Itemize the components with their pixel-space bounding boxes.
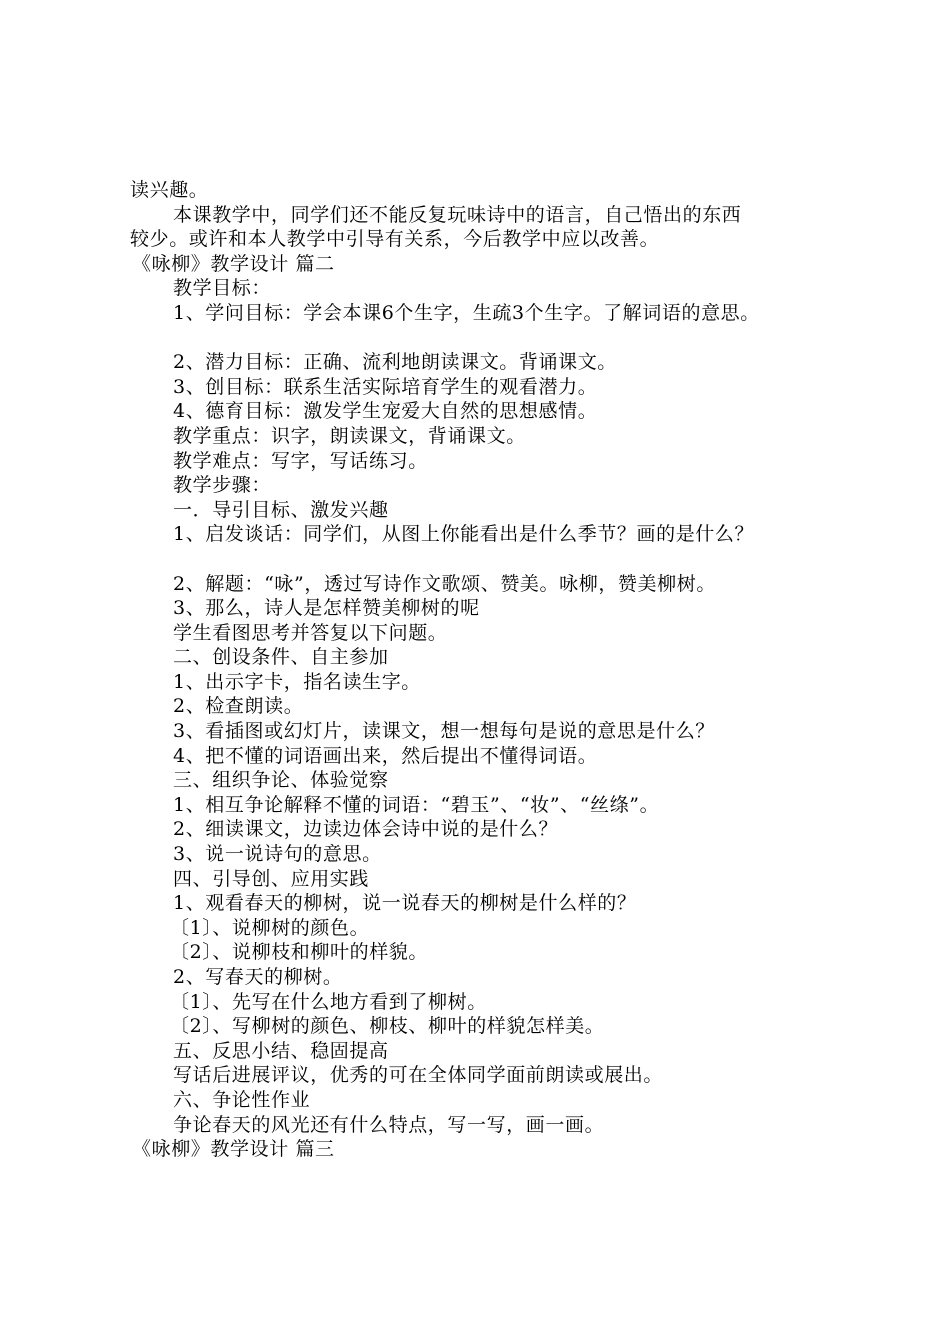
text-line: 1、启发谈话：同学们，从图上你能看出是什么季节？画的是什么？ [173,523,755,546]
text-line: 1、学问目标：学会本课6个生字，生疏3个生字。了解词语的意思。 [173,301,760,324]
text-line: 〔1〕、先写在什么地方看到了柳树。 [170,990,487,1013]
text-line: 3、说一说诗句的意思。 [173,843,382,866]
text-line: 3、那么，诗人是怎样赞美柳树的呢 [173,597,480,620]
text-line: 〔1〕、说柳树的颜色。 [170,916,370,939]
text-line: 较少。或许和本人教学中引导有关系，今后教学中应以改善。 [130,228,660,251]
text-line: 教学步骤： [173,474,272,497]
text-line: 争论春天的风光还有什么特点，写一写，画一画。 [173,1113,605,1136]
text-line: 写话后进展评议，优秀的可在全体同学面前朗读或展出。 [173,1064,664,1087]
text-line: 1、相互争论解释不懂的词语：“碧玉”、“妆”、“丝绦”。 [173,793,660,816]
text-line: 4、德育目标：激发学生宠爱大自然的思想感情。 [173,400,598,423]
text-line: 2、解题：“咏”，透过写诗作文歌颂、赞美。咏柳，赞美柳树。 [173,572,716,595]
text-line: 〔2〕、说柳枝和柳叶的样貌。 [170,941,428,964]
text-line: 四、引导创、应用实践 [173,867,370,890]
text-line: 一．导引目标、激发兴趣 [173,498,389,521]
text-line: 2、潜力目标：正确、流利地朗读课文。背诵课文。 [173,351,617,374]
text-line: 〔2〕、写柳树的颜色、柳枝、柳叶的样貌怎样美。 [170,1015,605,1038]
text-line: 2、细读课文，边读边体会诗中说的是什么？ [173,818,559,841]
text-line: 1、观看春天的柳树，说一说春天的柳树是什么样的？ [173,892,637,915]
section-heading: 《咏柳》教学设计 篇三 [132,1138,335,1161]
text-line: 2、检查朗读。 [173,695,304,718]
text-line: 1、出示字卡，指名读生字。 [173,670,421,693]
text-line: 三、组织争论、体验觉察 [173,769,389,792]
text-line: 教学目标： [173,277,272,300]
text-line: 2、写春天的柳树。 [173,966,343,988]
text-line: 3、创目标：联系生活实际培育学生的观看潜力。 [173,375,598,398]
text-line: 五、反思小结、稳固提高 [173,1039,389,1062]
text-line: 读兴趣。 [130,179,209,201]
text-line: 教学难点：写字，写话练习。 [173,449,428,472]
text-line: 教学重点：识字，朗读课文，背诵课文。 [173,424,526,447]
section-heading: 《咏柳》教学设计 篇二 [132,252,335,275]
text-line: 二、创设条件、自主参加 [173,646,389,669]
text-line: 4、把不懂的词语画出来，然后提出不懂得词语。 [173,744,598,767]
blank-line [0,547,950,572]
text-line: 六、争论性作业 [173,1088,311,1111]
text-line: 学生看图思考并答复以下问题。 [173,621,448,644]
text-line: 3、看插图或幻灯片，读课文，想一想每句是说的意思是什么？ [173,720,715,743]
document-body [0,178,950,1162]
text-line: 本课教学中，同学们还不能反复玩味诗中的语言，自己悟出的东西 [173,203,742,226]
blank-line [0,326,950,351]
